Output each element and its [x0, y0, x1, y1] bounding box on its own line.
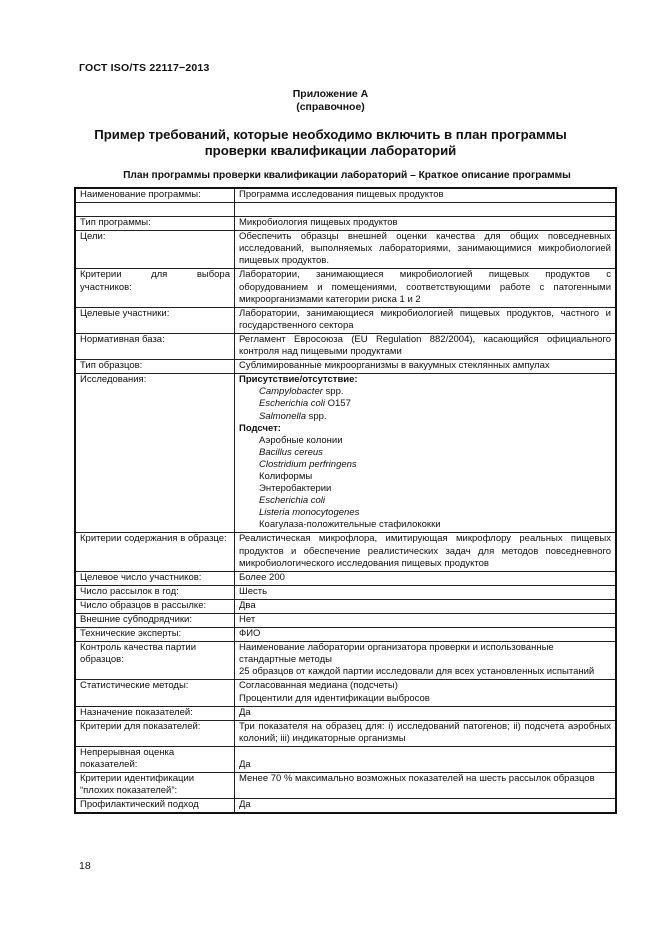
stats-line: Согласованная медиана (подсчеты): [239, 680, 398, 692]
table-row: [75, 680, 616, 706]
row-value-content-criteria: Реалистическая микрофлора, имитирующая микрофлору реальных пищевых продуктов и обеспечение реалистических задач для методов повседневного микробиологического исследования пищевых продуктов: [235, 533, 617, 571]
table-row: [75, 585, 616, 599]
table-row: [75, 746, 616, 772]
row-label-goals: Цели:: [75, 231, 235, 269]
stats-line: Процентили для идентификации выбросов: [239, 692, 430, 704]
table-row: [75, 360, 616, 374]
row-label-samples-per-mailing: Число образцов в рассылке:: [75, 599, 235, 613]
presence-item: Escherichia coli O157: [259, 398, 351, 410]
count-item: Колиформы: [259, 470, 313, 482]
table-row: [75, 628, 616, 642]
count-item: Аэробные колонии: [259, 434, 343, 446]
row-label-program-name: Наименование программы:: [75, 188, 235, 203]
table-row: [75, 642, 616, 680]
qc-line: 25 образцов от каждой партии исследовали для всех установленных испытаний: [239, 666, 595, 678]
blank-cell: [235, 203, 617, 217]
qc-line: Наименование лаборатории организатора проверки и использованные стандартные методы: [239, 642, 554, 666]
table-row: [75, 374, 616, 533]
row-label-program-type: Тип программы:: [75, 217, 235, 231]
table-row: [75, 799, 616, 814]
row-value-quality-control: [235, 642, 617, 680]
row-label-content-criteria: Критерии содержания в образце:: [75, 533, 235, 571]
row-value-research: [235, 374, 617, 533]
row-label-target-participants: Целевые участники:: [75, 307, 235, 333]
page-title-line-2: проверки квалификации лабораторий: [204, 143, 457, 158]
row-label-statistics: Статистические методы:: [75, 680, 235, 706]
presence-item: Campylobacter spp.: [259, 386, 344, 398]
presence-item: Salmonella spp.: [259, 410, 327, 422]
annex-label: Приложение А: [292, 88, 369, 100]
row-value-regulatory-basis: Регламент Евросоюза (EU Regulation 882/2004), касающийся официального контроля над пищевыми продуктами: [235, 333, 617, 359]
row-value-bad-scores: Менее 70 % максимально возможных показателей на шесть рассылок образцов: [235, 773, 617, 799]
table-row: [75, 773, 616, 799]
row-label-bad-scores: Критерии идентификации “плохих показателей”:: [75, 773, 235, 799]
table-row: [75, 706, 616, 720]
row-label-research: Исследования:: [75, 374, 235, 533]
page-number: 18: [79, 860, 91, 872]
table-row: [75, 188, 616, 203]
table-row: [75, 333, 616, 359]
row-value-selection-criteria: Лаборатории, занимающиеся микробиологией пищевых продуктов с оборудованием и помещениями, соответствующими работе с патогенными микроорганизмами категории риска 1 и 2: [235, 269, 617, 307]
row-label-experts: Технические эксперты:: [75, 628, 235, 642]
table-row: [75, 571, 616, 585]
row-value-continuous-assessment: Да: [235, 746, 617, 772]
row-value-statistics: [235, 680, 617, 706]
row-value-samples-per-mailing: Два: [235, 599, 617, 613]
count-item: Escherichia coli: [259, 495, 325, 507]
table-row: [75, 307, 616, 333]
table-row: [75, 720, 616, 746]
row-label-continuous-assessment: Непрерывная оценка показателей:: [75, 746, 235, 772]
row-value-mailings: Шесть: [235, 585, 617, 599]
count-item: Clostridium perfringens: [259, 458, 357, 470]
row-label-subcontractors: Внешние субподрядчики:: [75, 614, 235, 628]
row-label-sample-type: Тип образцов:: [75, 360, 235, 374]
row-value-subcontractors: Нет: [235, 614, 617, 628]
page-title: [0, 127, 661, 159]
table-row: [75, 217, 616, 231]
table-row: [75, 231, 616, 269]
table-caption: План программы проверки квалификации лабораторий – Краткое описание программы: [123, 170, 571, 181]
row-label-participants-count: Целевое число участников:: [75, 571, 235, 585]
table-row: [75, 533, 616, 571]
count-item: Коагулаза-положительные стафилококки: [259, 519, 441, 531]
row-value-participants-count: Более 200: [235, 571, 617, 585]
table-row: [75, 599, 616, 613]
row-value-prophylactic: Да: [235, 799, 617, 814]
table-row: [75, 269, 616, 307]
row-label-mailings: Число рассылок в год:: [75, 585, 235, 599]
row-value-score-criteria: Три показателя на образец для: i) исследований патогенов; ii) подсчета аэробных колоний; iii) индикаторные организмы: [235, 720, 617, 746]
row-label-prophylactic: Профилактический подход: [75, 799, 235, 814]
count-item: Bacillus cereus: [259, 446, 323, 458]
row-value-goals: Обеспечить образцы внешней оценки качества для общих повседневных исследований, выполняемых лабораториями, занимающимися микробиологией пищевых продуктов.: [235, 231, 617, 269]
annex-note: (справочное): [296, 101, 365, 113]
count-item: Энтеробактерии: [259, 483, 332, 495]
table-row-blank: [75, 203, 616, 217]
count-heading: Подсчет:: [239, 422, 281, 434]
page-title-line-1: Пример требований, которые необходимо включить в план программы: [94, 127, 567, 142]
row-value-target-participants: Лаборатории, занимающиеся микробиологией пищевых продуктов, частного и государственного сектора: [235, 307, 617, 333]
table-row: [75, 614, 616, 628]
row-value-program-name: Программа исследования пищевых продуктов: [235, 188, 617, 203]
blank-cell: [75, 203, 235, 217]
row-value-program-type: Микробиология пищевых продуктов: [235, 217, 617, 231]
row-value-sample-type: Сублимированные микроорганизмы в вакуумных стеклянных ампулах: [235, 360, 617, 374]
presence-heading: Присутствие/отсутствие:: [239, 374, 358, 386]
row-label-regulatory-basis: Нормативная база:: [75, 333, 235, 359]
program-plan-table: [74, 187, 617, 814]
row-label-score-assignment: Назначение показателей:: [75, 706, 235, 720]
count-item: Listeria monocytogenes: [259, 507, 360, 519]
row-label-score-criteria: Критерии для показателей:: [75, 720, 235, 746]
row-label-selection-criteria: Критерии для выбора участников:: [75, 269, 235, 307]
row-value-score-assignment: Да: [235, 706, 617, 720]
row-label-quality-control: Контроль качества партии образцов:: [75, 642, 235, 680]
row-value-experts: ФИО: [235, 628, 617, 642]
document-standard-number: ГОСТ ISO/TS 22117−2013: [79, 62, 210, 74]
